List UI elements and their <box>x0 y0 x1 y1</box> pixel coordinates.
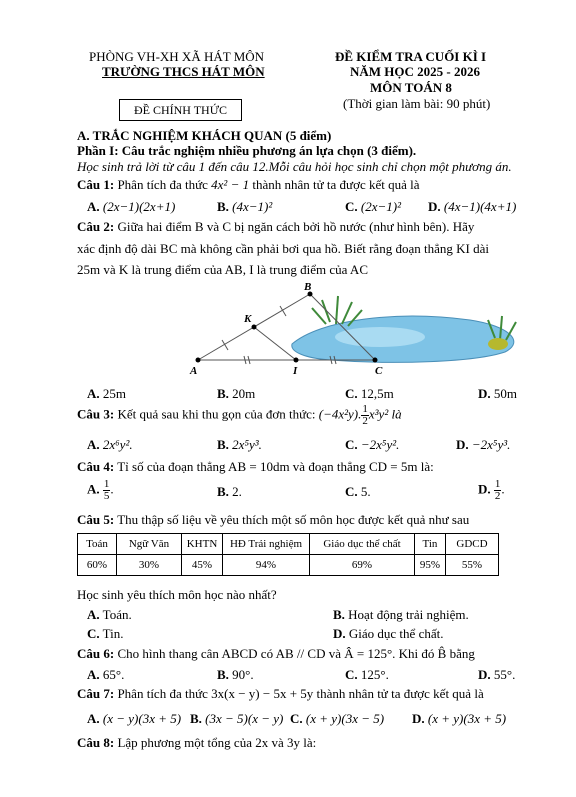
option-value: −2x⁵y³. <box>471 437 511 452</box>
school-name: TRƯỜNG THCS HÁT MÔN <box>102 64 265 79</box>
option-key: D. <box>333 626 346 641</box>
math-expression: x³y² là <box>368 406 402 422</box>
option-value: 12,5m <box>360 386 394 401</box>
question-text: thành nhân tử ta được kết quả là <box>252 177 420 192</box>
option-value: (x − y)(3x + 5) <box>102 711 182 726</box>
question-7 <box>77 686 484 702</box>
option-key: C. <box>87 626 100 641</box>
option-tail: . <box>501 481 505 497</box>
q2-option-a[interactable] <box>87 386 126 402</box>
q5-option-d[interactable] <box>333 626 443 642</box>
fraction <box>361 404 369 427</box>
table-cell: 60% <box>78 555 117 576</box>
school-year: NĂM HỌC 2025 - 2026 <box>350 64 480 79</box>
table-header-cell: KHTN <box>182 534 223 555</box>
option-value: (2x−1)(2x+1) <box>102 199 176 214</box>
q1-option-d[interactable] <box>428 199 516 215</box>
label-c: C <box>375 365 383 377</box>
option-tail: . <box>110 481 114 497</box>
point-k <box>252 325 257 330</box>
option-key: D. <box>478 481 491 497</box>
subject-preference-table <box>77 533 499 576</box>
option-key: C. <box>345 484 358 499</box>
label-b: B <box>304 282 312 293</box>
label-k: K <box>244 313 252 325</box>
option-value: 90°. <box>232 667 254 682</box>
table-header-cell: GDCD <box>446 534 499 555</box>
question-text: Phân tích đa thức 3x(x − y) − 5x + 5y thành nhân tử ta được kết quả là <box>117 686 484 701</box>
option-value: Hoạt động trải nghiệm. <box>348 607 469 622</box>
option-key: A. <box>87 437 100 452</box>
option-key: A. <box>87 607 100 622</box>
q4-option-d[interactable] <box>478 479 505 502</box>
q7-option-a[interactable] <box>87 711 181 727</box>
option-key: B. <box>333 607 345 622</box>
question-8 <box>77 735 316 751</box>
table-row <box>78 555 499 576</box>
q6-option-c[interactable] <box>345 667 389 683</box>
option-key: B. <box>190 711 202 726</box>
option-value: (4x−1)(4x+1) <box>443 199 517 214</box>
option-value: 2x⁶y². <box>102 437 133 452</box>
fraction-denominator: 2 <box>362 415 368 427</box>
table-header-cell: Tin <box>415 534 446 555</box>
option-key: D. <box>412 711 425 726</box>
option-key: C. <box>345 667 358 682</box>
option-key: C. <box>345 386 358 401</box>
option-key: C. <box>290 711 303 726</box>
point-i <box>294 358 299 363</box>
table-cell: 30% <box>117 555 182 576</box>
option-key: B. <box>217 437 229 452</box>
table-header-row <box>78 534 499 555</box>
q3-option-d[interactable] <box>456 437 510 453</box>
table-cell: 45% <box>182 555 223 576</box>
math-expression: 4x² − 1 <box>211 177 250 192</box>
q4-option-b[interactable] <box>217 484 242 500</box>
table-header-cell: Ngữ Văn <box>117 534 182 555</box>
option-value: (x + y)(3x − 5) <box>305 711 385 726</box>
option-key: D. <box>478 667 491 682</box>
question-text: Lập phương một tổng của 2x và 3y là: <box>117 735 317 750</box>
question-2-line1 <box>77 219 474 235</box>
option-key: D. <box>456 437 469 452</box>
q7-option-c[interactable] <box>290 711 384 727</box>
part1-title: Phần I: Câu trắc nghiệm nhiều phương án lựa chọn (3 điểm). <box>77 143 417 158</box>
q2-option-b[interactable] <box>217 386 255 402</box>
option-value: 5. <box>360 484 371 499</box>
section-a-title: A. TRẮC NGHIỆM KHÁCH QUAN (5 điểm) <box>77 128 332 143</box>
q6-option-a[interactable] <box>87 667 124 683</box>
question-3 <box>77 404 402 427</box>
question-6 <box>77 646 475 662</box>
q2-option-d[interactable] <box>478 386 517 402</box>
fraction-numerator: 1 <box>362 403 368 415</box>
option-value: Giáo dục thể chất. <box>348 626 444 641</box>
table-header-cell: HĐ Trải nghiệm <box>223 534 310 555</box>
question-text: Kết quả sau khi thu gọn của đơn thức: <box>117 406 316 422</box>
option-value: 65°. <box>102 667 125 682</box>
question-text: Cho hình thang cân ABCD có AB // CD và Â = 125°. Khi đó B̂ bằng <box>117 646 475 661</box>
lake-triangle-figure <box>180 282 530 382</box>
fraction-denominator: 2 <box>494 490 501 502</box>
q3-option-c[interactable] <box>345 437 399 453</box>
option-key: A. <box>87 199 100 214</box>
question-label: Câu 7: <box>77 686 115 701</box>
option-key: B. <box>217 386 229 401</box>
table-header-cell: Toán <box>78 534 117 555</box>
q2-option-c[interactable] <box>345 386 394 402</box>
q5-option-a[interactable] <box>87 607 132 623</box>
fraction-numerator: 1 <box>103 478 110 490</box>
department-name: PHÒNG VH-XH XÃ HÁT MÔN <box>89 49 265 64</box>
option-key: D. <box>428 199 441 214</box>
table-cell: 69% <box>310 555 415 576</box>
lake-highlight <box>335 327 425 347</box>
option-value: (3x − 5)(x − y) <box>205 711 284 726</box>
table-cell: 94% <box>223 555 310 576</box>
q6-option-d[interactable] <box>478 667 515 683</box>
option-value: Toán. <box>102 607 132 622</box>
label-i: I <box>293 365 298 377</box>
official-exam-box: ĐỀ CHÍNH THỨC <box>119 99 242 121</box>
option-value: 2x⁵y³. <box>232 437 262 452</box>
fraction-denominator: 5 <box>103 490 110 502</box>
subject: MÔN TOÁN 8 <box>370 80 452 95</box>
option-value: 25m <box>102 386 127 401</box>
question-1 <box>77 177 420 193</box>
option-value: (2x−1)² <box>360 199 401 214</box>
question-text: Phân tích đa thức <box>117 177 208 192</box>
question-label: Câu 6: <box>77 646 115 661</box>
option-value: (4x−1)² <box>232 199 273 214</box>
option-value: Tin. <box>102 626 124 641</box>
question-2-line3: 25m và K là trung điểm của AB, I là trung điểm của AC <box>77 262 368 277</box>
question-label: Câu 3: <box>77 406 115 422</box>
point-c <box>373 358 378 363</box>
option-key: D. <box>478 386 491 401</box>
time-allowed: (Thời gian làm bài: 90 phút) <box>343 96 491 111</box>
question-label: Câu 8: <box>77 735 115 750</box>
option-key: B. <box>217 667 229 682</box>
point-a <box>196 358 201 363</box>
question-label: Câu 1: <box>77 177 115 192</box>
q7-option-b[interactable] <box>190 711 283 727</box>
question-5-prompt: Học sinh yêu thích môn học nào nhất? <box>77 587 277 602</box>
question-label: Câu 5: <box>77 512 115 527</box>
question-5 <box>77 512 469 528</box>
q3-option-a[interactable] <box>87 437 133 453</box>
exam-title: ĐỀ KIỂM TRA CUỐI KÌ I <box>335 49 487 64</box>
question-label: Câu 2: <box>77 219 115 234</box>
option-value: 125°. <box>360 667 389 682</box>
q1-option-b[interactable] <box>217 199 272 215</box>
label-a: A <box>190 365 198 377</box>
q5-option-b[interactable] <box>333 607 469 623</box>
q6-option-b[interactable] <box>217 667 254 683</box>
option-key: B. <box>217 199 229 214</box>
question-label: Câu 4: <box>77 459 115 474</box>
q3-option-b[interactable] <box>217 437 262 453</box>
option-key: A. <box>87 711 100 726</box>
option-key: B. <box>217 484 229 499</box>
q4-option-a[interactable] <box>87 479 114 502</box>
table-header-cell: Giáo dục thể chất <box>310 534 415 555</box>
lake-island <box>488 338 508 350</box>
option-key: A. <box>87 667 100 682</box>
table-cell: 55% <box>446 555 499 576</box>
question-text: Giữa hai điểm B và C bị ngăn cách bởi hồ nước (như hình bên). Hãy <box>117 219 475 234</box>
q7-option-d[interactable] <box>412 711 506 727</box>
option-value: (x + y)(3x + 5) <box>427 711 507 726</box>
q5-option-c[interactable] <box>87 626 124 642</box>
fraction-numerator: 1 <box>494 478 501 490</box>
question-4 <box>77 459 434 475</box>
option-value: 20m <box>232 386 256 401</box>
question-text: Thu thập số liệu về yêu thích một số môn học được kết quả như sau <box>117 512 470 527</box>
q4-option-c[interactable] <box>345 484 371 500</box>
option-value: 2. <box>232 484 242 499</box>
math-expression: (−4x²y). <box>318 406 362 422</box>
option-key: A. <box>87 481 100 497</box>
option-value: 50m <box>493 386 518 401</box>
question-text: Tỉ số của đoạn thẳng AB = 10dm và đoạn thẳng CD = 5m là: <box>117 459 434 474</box>
instruction: Học sinh trả lời từ câu 1 đến câu 12.Mỗi câu hỏi học sinh chỉ chọn một phương án. <box>77 159 512 174</box>
option-value: 55°. <box>493 667 516 682</box>
option-key: A. <box>87 386 100 401</box>
table-cell: 95% <box>415 555 446 576</box>
q1-option-a[interactable] <box>87 199 175 215</box>
question-2-line2: xác định độ dài BC mà không cần phải bơi qua hồ. Biết rằng đoạn thẳng KI dài <box>77 241 489 256</box>
q1-option-c[interactable] <box>345 199 401 215</box>
option-key: C. <box>345 199 358 214</box>
option-key: C. <box>345 437 358 452</box>
option-value: −2x⁵y². <box>360 437 400 452</box>
